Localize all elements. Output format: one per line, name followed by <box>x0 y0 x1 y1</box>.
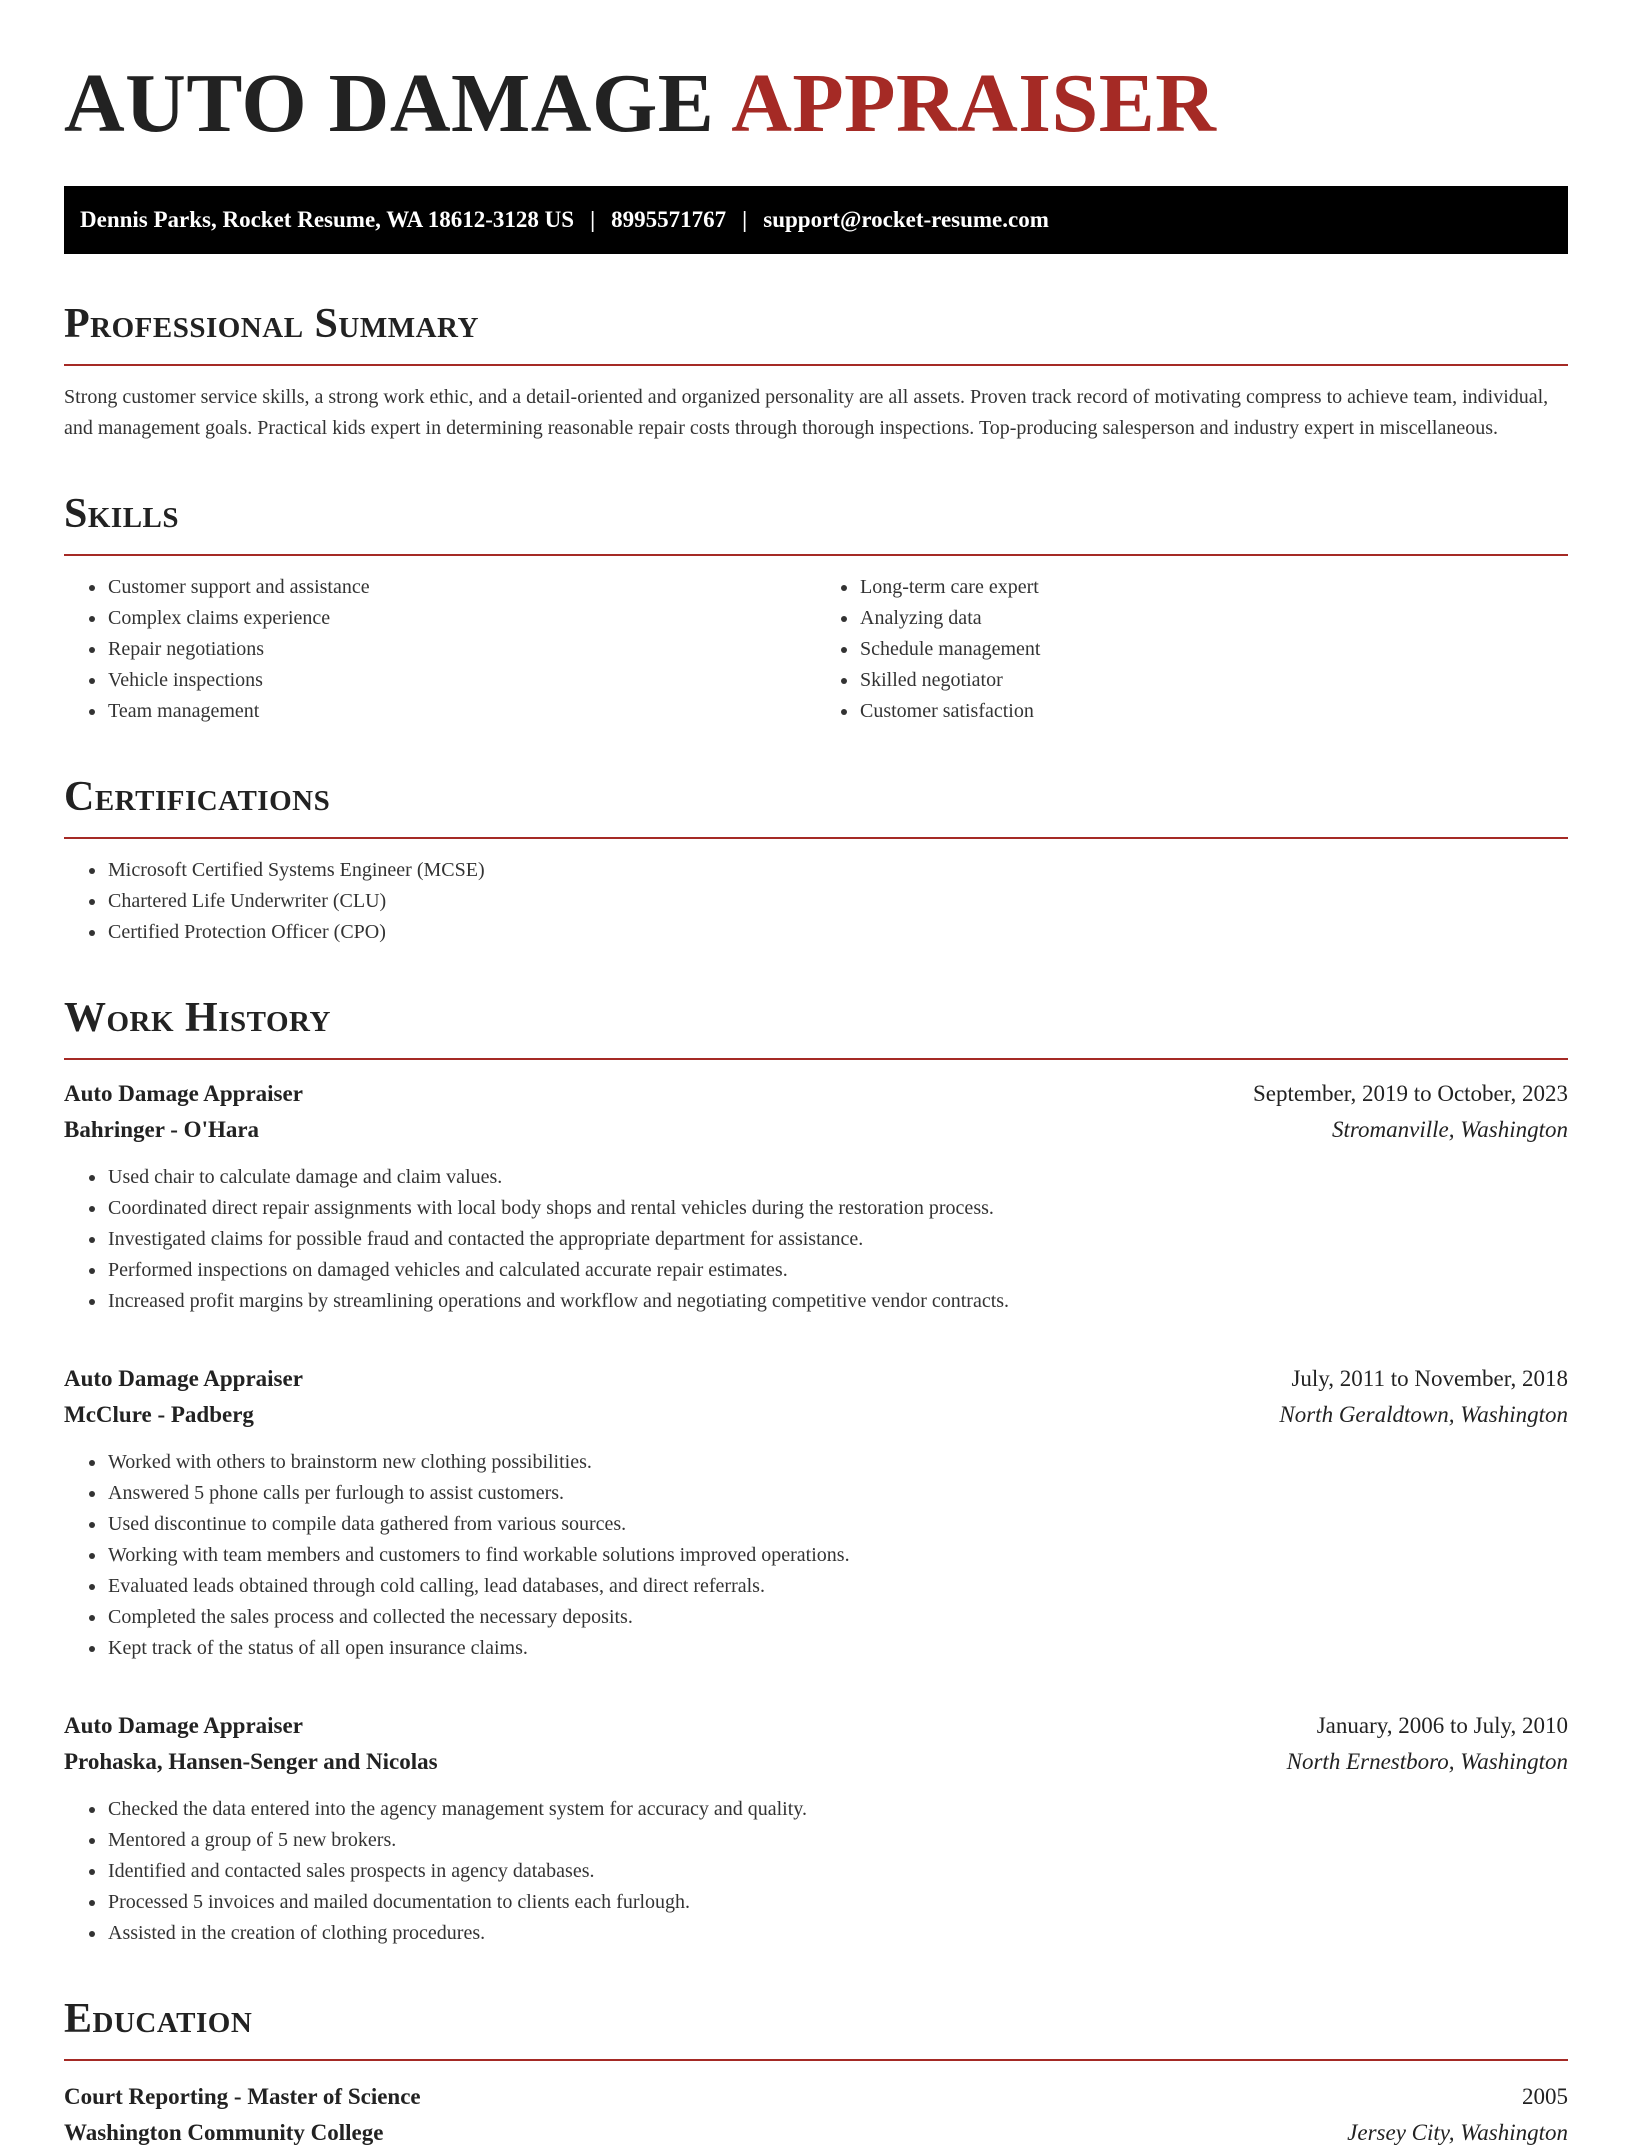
job-title: Auto Damage Appraiser <box>64 1366 303 1391</box>
job-title: Auto Damage Appraiser <box>64 1081 303 1106</box>
skill-item: • Long-term care expert <box>859 572 1568 603</box>
contact-email: support@rocket-resume.com <box>763 207 1049 232</box>
job-duty: • Kept track of the status of all open insurance claims. <box>107 1633 1568 1664</box>
job-company: Bahringer - O'Hara <box>64 1117 260 1142</box>
skills-columns <box>64 556 1568 727</box>
summary-heading: Professional Summary <box>64 298 1568 366</box>
job-duty: • Completed the sales process and collected the necessary deposits. <box>107 1602 1568 1633</box>
job-location: Stromanville, Washington <box>1332 1117 1568 1142</box>
skills-list-right <box>816 572 1568 727</box>
job-duty: • Answered 5 phone calls per furlough to assist customers. <box>107 1478 1568 1509</box>
certifications-section <box>64 771 1568 948</box>
job-duty: • Working with team members and customers to find workable solutions improved operations. <box>107 1540 1568 1571</box>
skills-section <box>64 488 1568 727</box>
job-duty: • Used chair to calculate damage and claim values. <box>107 1162 1568 1193</box>
skill-item: • Team management <box>107 696 816 727</box>
summary-section <box>64 298 1568 444</box>
contact-bar <box>64 186 1568 254</box>
job-location: North Geraldtown, Washington <box>1279 1402 1568 1427</box>
job-entry <box>64 1708 1568 1949</box>
job-duty: • Coordinated direct repair assignments with local body shops and rental vehicles during the restoration process. <box>107 1193 1568 1224</box>
job-company-row <box>64 1397 1568 1433</box>
education-section <box>64 1993 1568 2151</box>
job-entry <box>64 1361 1568 1664</box>
job-dates: September, 2019 to October, 2023 <box>1253 1081 1568 1106</box>
job-duty: • Checked the data entered into the agency management system for accuracy and quality. <box>107 1794 1568 1825</box>
skill-item: • Vehicle inspections <box>107 665 816 696</box>
job-header-row <box>64 1361 1568 1397</box>
job-duty: • Mentored a group of 5 new brokers. <box>107 1825 1568 1856</box>
job-dates: July, 2011 to November, 2018 <box>1291 1366 1568 1391</box>
job-company: McClure - Padberg <box>64 1402 254 1427</box>
certification-item: • Certified Protection Officer (CPO) <box>107 917 1568 948</box>
certifications-list <box>64 855 1568 948</box>
job-duty: • Increased profit margins by streamlining operations and workflow and negotiating competitive vendor contracts. <box>107 1286 1568 1317</box>
education-degree: Court Reporting - Master of Science <box>64 2084 421 2109</box>
title-main: AUTO DAMAGE <box>64 57 715 150</box>
education-entry <box>64 2079 1568 2151</box>
job-duties-list <box>64 1794 1568 1949</box>
summary-text: Strong customer service skills, a strong work ethic, and a detail-oriented and organized personality are all assets. Proven track record of motivating compress to achieve team, individual, and management goals. Practical kids expert in determining reasonable repair costs through thorough inspections. Top-producing salesperson and industry expert in miscellaneous. <box>64 386 1549 439</box>
contact-phone: 8995571767 <box>611 207 727 232</box>
skill-item: • Customer satisfaction <box>859 696 1568 727</box>
job-duty: • Processed 5 invoices and mailed documentation to clients each furlough. <box>107 1887 1568 1918</box>
education-year: 2005 <box>1522 2084 1568 2109</box>
title-accent: APPRAISER <box>731 57 1217 150</box>
job-company-row <box>64 1744 1568 1780</box>
education-school-row <box>64 2115 1568 2151</box>
job-dates: January, 2006 to July, 2010 <box>1316 1713 1568 1738</box>
job-company-row <box>64 1112 1568 1148</box>
job-duty: • Investigated claims for possible fraud and contacted the appropriate department for assistance. <box>107 1224 1568 1255</box>
work-history-heading: Work History <box>64 992 1568 1060</box>
job-entry <box>64 1076 1568 1317</box>
job-header-row <box>64 1708 1568 1744</box>
job-duty: • Identified and contacted sales prospects in agency databases. <box>107 1856 1568 1887</box>
work-history-section <box>64 992 1568 1949</box>
job-duties-list <box>64 1447 1568 1664</box>
job-duty: • Used discontinue to compile data gathered from various sources. <box>107 1509 1568 1540</box>
skills-list-left <box>64 572 816 727</box>
job-duties-list <box>64 1162 1568 1317</box>
job-duty: • Assisted in the creation of clothing procedures. <box>107 1918 1568 1949</box>
certification-item: • Microsoft Certified Systems Engineer (MCSE) <box>107 855 1568 886</box>
job-duty: • Worked with others to brainstorm new clothing possibilities. <box>107 1447 1568 1478</box>
resume-title <box>64 56 1568 152</box>
certification-item: • Chartered Life Underwriter (CLU) <box>107 886 1568 917</box>
skills-heading: Skills <box>64 488 1568 556</box>
skill-item: • Skilled negotiator <box>859 665 1568 696</box>
contact-separator: | <box>590 207 596 232</box>
education-school: Washington Community College <box>64 2120 384 2145</box>
job-duty: • Performed inspections on damaged vehicles and calculated accurate repair estimates. <box>107 1255 1568 1286</box>
skill-item: • Repair negotiations <box>107 634 816 665</box>
skill-item: • Analyzing data <box>859 603 1568 634</box>
job-duty: • Evaluated leads obtained through cold calling, lead databases, and direct referrals. <box>107 1571 1568 1602</box>
job-header-row <box>64 1076 1568 1112</box>
job-location: North Ernestboro, Washington <box>1286 1749 1568 1774</box>
certifications-heading: Certifications <box>64 771 1568 839</box>
education-location: Jersey City, Washington <box>1347 2120 1568 2145</box>
education-heading: Education <box>64 1993 1568 2061</box>
job-company: Prohaska, Hansen-Senger and Nicolas <box>64 1749 438 1774</box>
education-degree-row <box>64 2079 1568 2115</box>
skill-item: • Schedule management <box>859 634 1568 665</box>
skill-item: • Complex claims experience <box>107 603 816 634</box>
contact-separator: | <box>742 207 748 232</box>
skill-item: • Customer support and assistance <box>107 572 816 603</box>
job-title: Auto Damage Appraiser <box>64 1713 303 1738</box>
contact-address: Dennis Parks, Rocket Resume, WA 18612-3128 US <box>80 207 575 232</box>
